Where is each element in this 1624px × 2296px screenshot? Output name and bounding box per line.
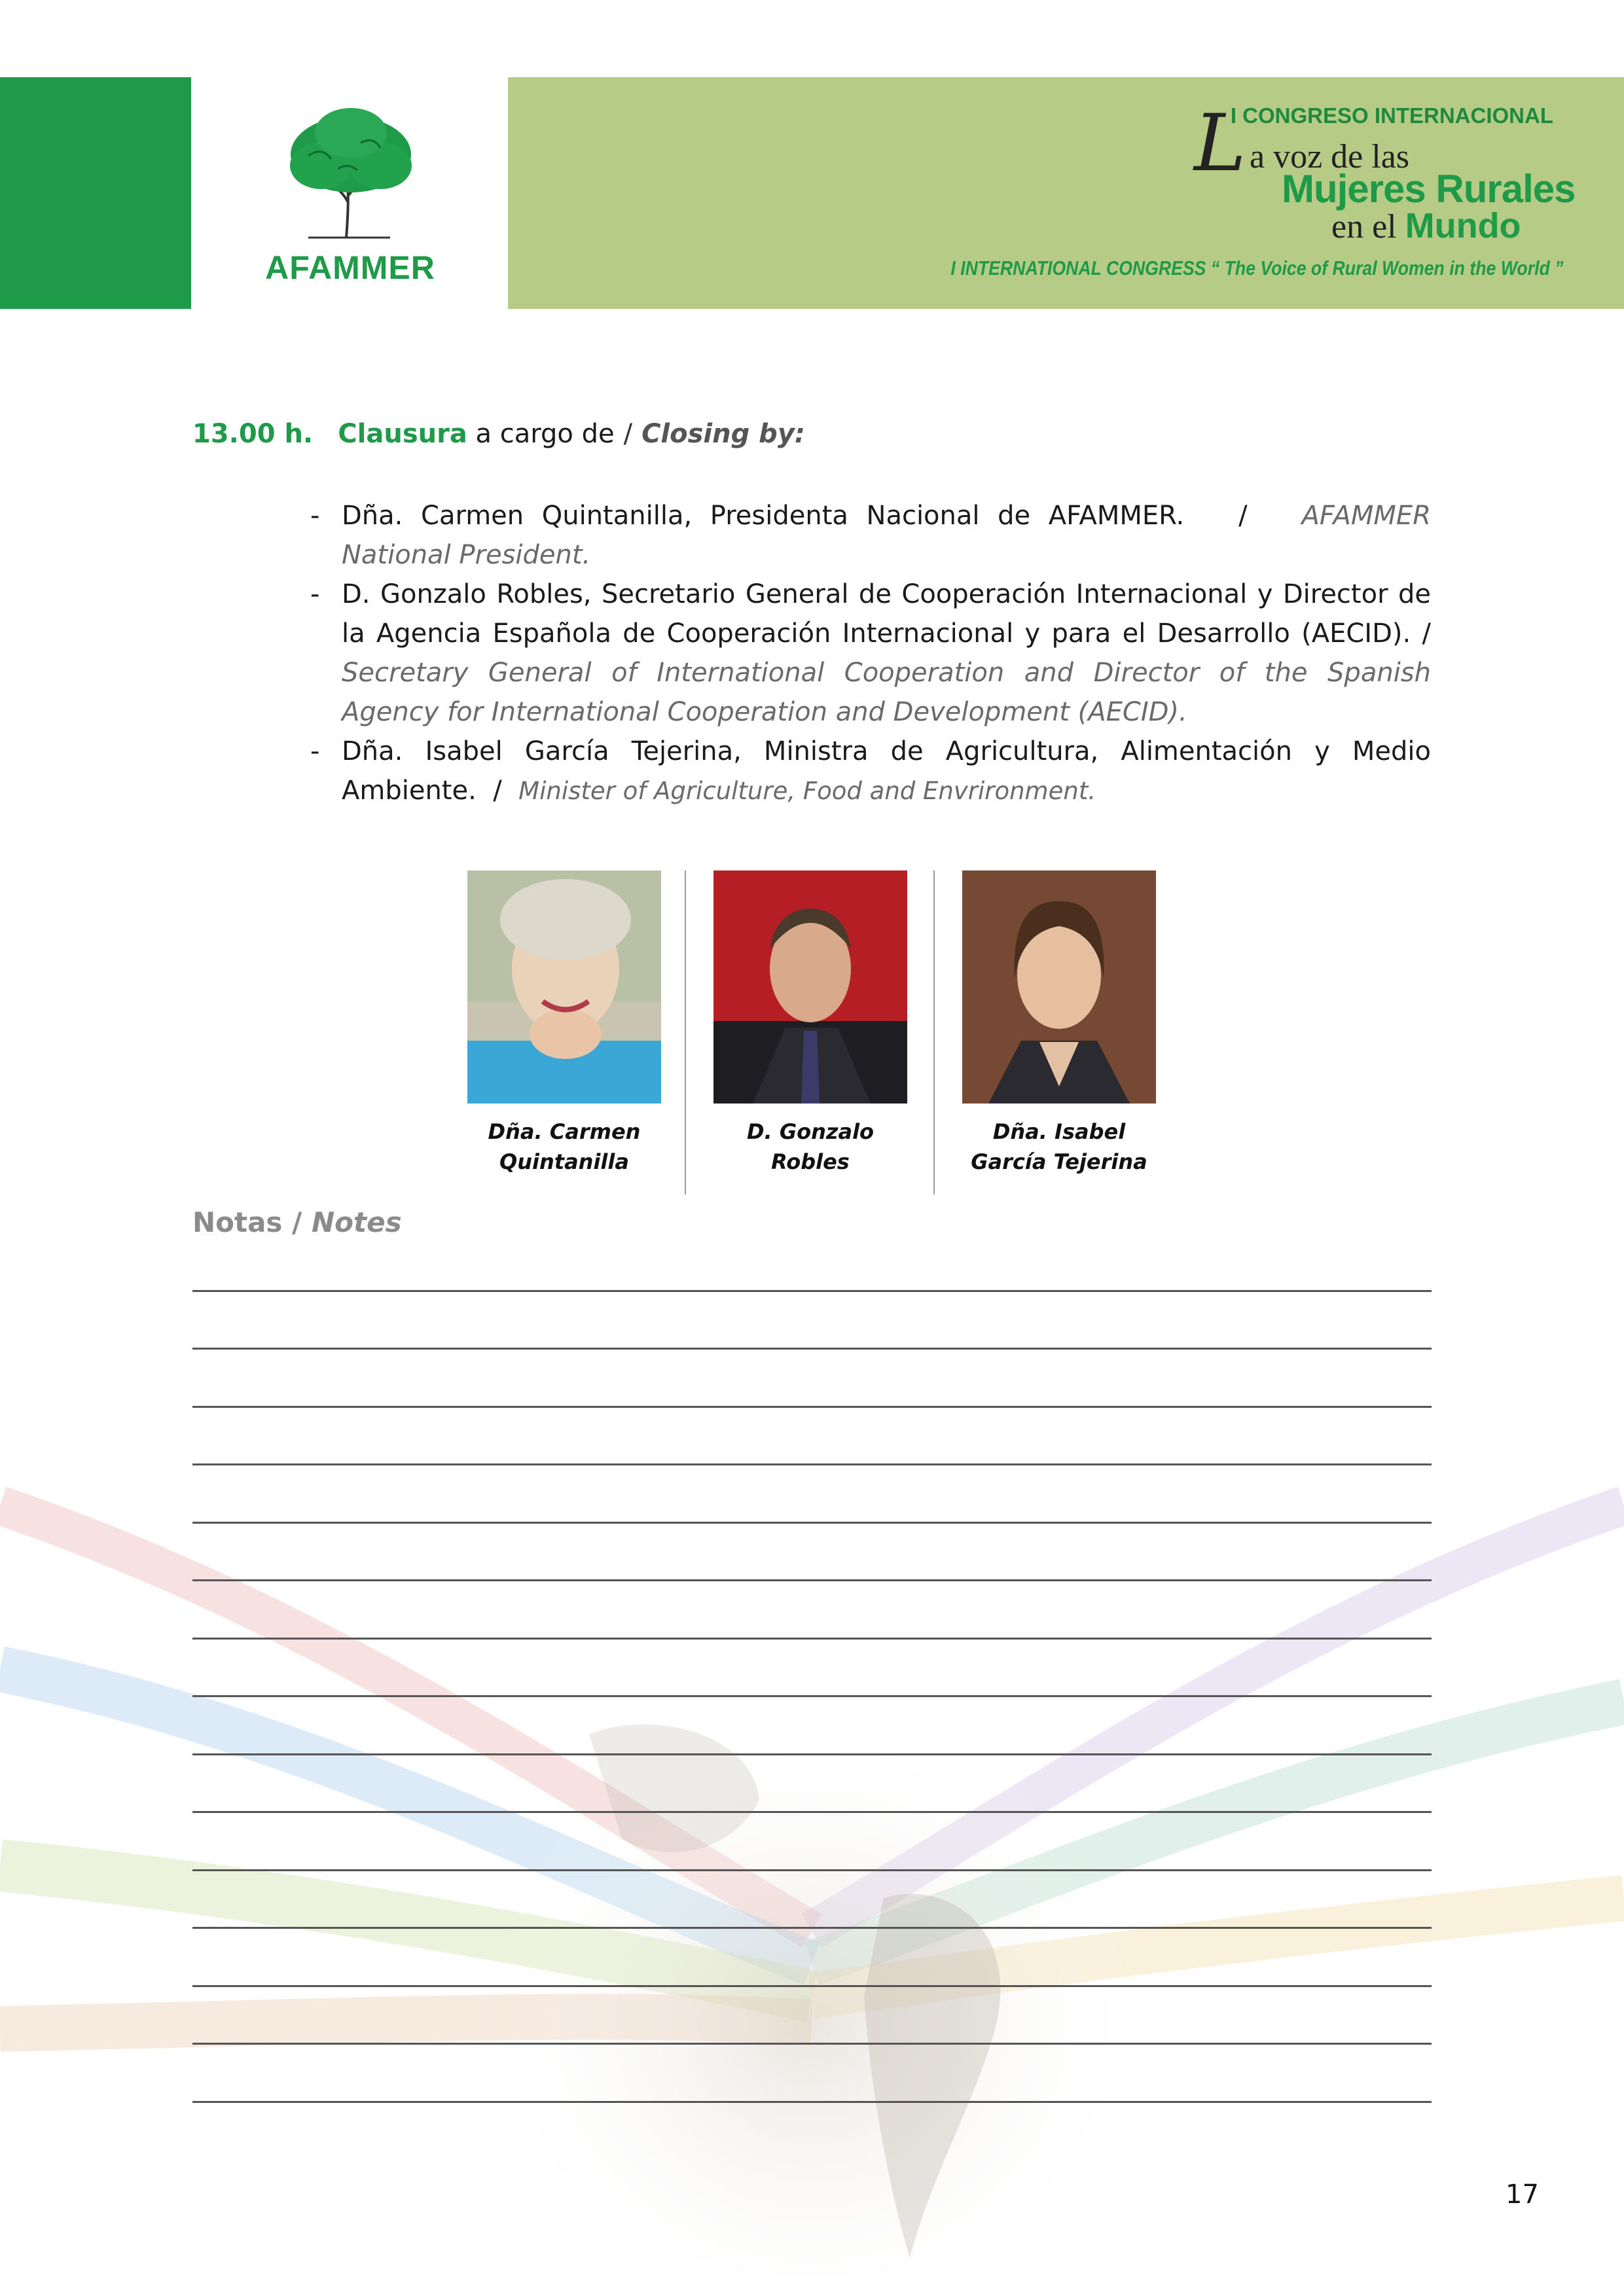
- list-dash: -: [310, 579, 320, 609]
- caption-carmen: [467, 1117, 661, 1177]
- session-time: 13.00 h.: [192, 419, 314, 449]
- notes-line: [192, 2043, 1432, 2045]
- notes-line: [192, 1463, 1432, 1465]
- notes-heading: [192, 1206, 402, 1238]
- speaker-sep: /: [1422, 619, 1431, 649]
- notes-line: [192, 1579, 1432, 1581]
- speaker-sep: /: [1238, 501, 1248, 531]
- title-line-3-a: en el: [1331, 208, 1405, 245]
- session-title-rest: a cargo de: [467, 419, 615, 449]
- tree-icon: [282, 103, 420, 241]
- speaker-item: [310, 496, 1431, 575]
- caption-gonzalo: [713, 1117, 907, 1177]
- notes-line: [192, 1406, 1432, 1408]
- list-dash: -: [310, 501, 320, 531]
- speaker-en: AFAMMER National President.: [342, 501, 1431, 570]
- page-number: 17: [1506, 2179, 1539, 2210]
- photo-isabel-garcia-tejerina: [962, 870, 1156, 1103]
- notes-label-en: Notes: [312, 1206, 402, 1238]
- title-line-1: a voz de las: [1250, 138, 1410, 175]
- title-line-2: Mujeres Rurales: [1282, 167, 1576, 211]
- notes-line: [192, 1695, 1432, 1697]
- header-band: [508, 77, 1624, 309]
- afammer-logo: [194, 77, 507, 309]
- speaker-es: D. Gonzalo Robles, Secretario General de Cooperación Internacional y Director de la Agencia Española de Cooperación Internacional y para el Desarrollo (AECID).: [342, 579, 1431, 649]
- notes-sep: /: [282, 1206, 312, 1238]
- notes-line: [192, 1638, 1432, 1640]
- speaker-item: [310, 575, 1431, 732]
- congress-title-top: I CONGRESO INTERNACIONAL: [1230, 103, 1553, 128]
- photo-divider: [933, 870, 935, 1194]
- speaker-es: Dña. Carmen Quintanilla, Presidenta Nacional de AFAMMER.: [342, 501, 1185, 531]
- speaker-en: Secretary General of International Cooperation and Director of the Spanish Agency for International Cooperation and Development (AECID).: [342, 658, 1431, 727]
- caption-line: Dña. Isabel: [992, 1119, 1126, 1144]
- session-title: Clausura: [338, 419, 467, 449]
- congress-subtitle-en: I INTERNATIONAL CONGRESS “ The Voice of Rural Women in the World ”: [950, 257, 1564, 279]
- caption-isabel: [962, 1117, 1156, 1177]
- notes-line: [192, 1348, 1432, 1350]
- notes-line: [192, 1290, 1432, 1292]
- notes-line: [192, 2101, 1432, 2103]
- title-line-3-b: Mundo: [1405, 206, 1521, 245]
- notes-line: [192, 1927, 1432, 1929]
- list-dash: -: [310, 736, 320, 766]
- header-green-block: [0, 77, 191, 309]
- speaker-sep: /: [493, 776, 502, 806]
- speaker-item: [310, 732, 1431, 811]
- notes-line: [192, 1869, 1432, 1871]
- notes-line: [192, 1522, 1432, 1524]
- speaker-list: [310, 496, 1431, 811]
- session-title-en: Closing by:: [641, 419, 805, 449]
- caption-line: García Tejerina: [971, 1149, 1147, 1174]
- caption-line: Dña. Carmen: [488, 1119, 641, 1144]
- photo-divider: [685, 870, 686, 1194]
- notes-line: [192, 1753, 1432, 1755]
- notes-line: [192, 1811, 1432, 1813]
- script-letter-l: L: [1194, 98, 1246, 189]
- logo-text: AFAMMER: [265, 249, 435, 286]
- session-separator: /: [623, 419, 633, 449]
- notes-label-es: Notas: [192, 1206, 283, 1238]
- photo-carmen-quintanilla: [467, 870, 661, 1103]
- photo-gonzalo-robles: [713, 870, 907, 1103]
- session-heading: [192, 419, 805, 449]
- speaker-es: Dña. Isabel García Tejerina, Ministra de Agricultura, Alimentación y Medio Ambiente.: [342, 736, 1431, 806]
- title-line-3: [1331, 206, 1521, 246]
- caption-line: D. Gonzalo Robles: [746, 1119, 875, 1174]
- caption-line: Quintanilla: [499, 1149, 629, 1174]
- speaker-en: Minister of Agriculture, Food and Envrironment.: [518, 777, 1096, 805]
- notes-line: [192, 1985, 1432, 1987]
- background-globe-art: [0, 1342, 1624, 2296]
